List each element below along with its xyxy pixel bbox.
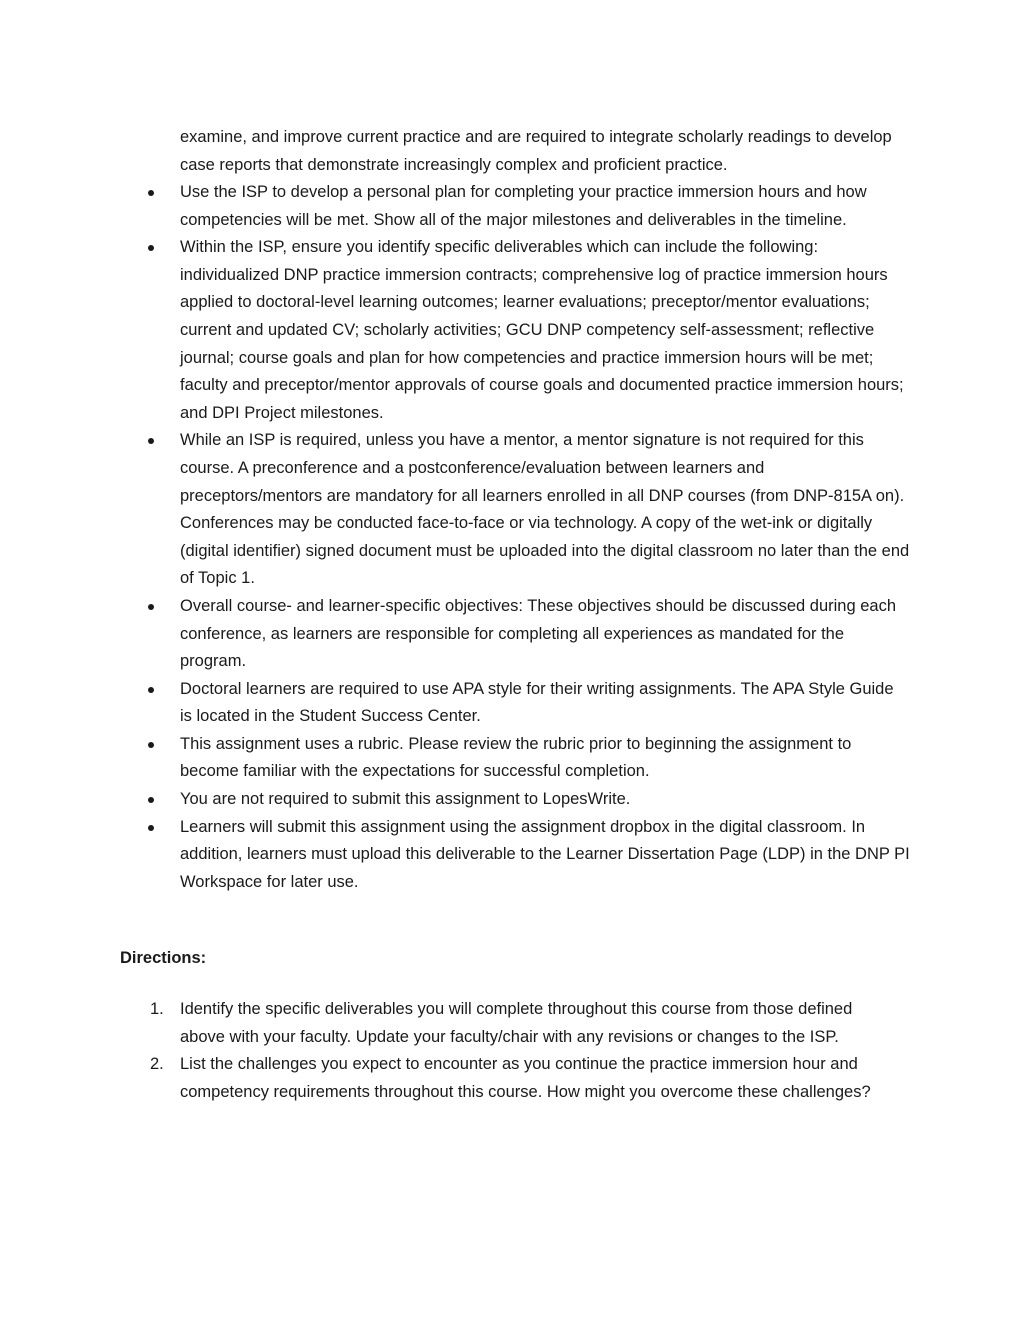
- bullet-icon: [148, 797, 154, 803]
- list-item-number: 2.: [150, 1055, 164, 1074]
- bullet-icon: [148, 742, 154, 748]
- requirements-bullet-list: [0, 179, 1024, 896]
- list-item-number: 1.: [150, 1000, 164, 1018]
- list-item-text: Within the ISP, ensure you identify specific deliverables which can include the following: individualized DNP practice immersion contracts; comprehensive log of practice immersion hours applied to doctoral-level learning outcomes; learner evaluations; preceptor/mentor evaluations; current and updated CV; scholarly activities; GCU DNP competency self-assessment; reflective journal; course goals and plan for how competencies and practice immersion hours will be met; faculty and preceptor/mentor approvals of course goals and documented practice immersion hours; and DPI Project milestones.: [180, 238, 904, 422]
- bullet-icon: [148, 245, 154, 251]
- list-item: [0, 731, 910, 786]
- list-item: [0, 1051, 890, 1106]
- list-item: [0, 814, 910, 897]
- list-item-text: Overall course- and learner-specific objectives: These objectives should be discussed during each conference, as learners are responsible for completing all experiences as mandated for the program.: [180, 596, 896, 671]
- list-item-text: Identify the specific deliverables you will complete throughout this course from those defined above with your faculty. Update your faculty/chair with any revisions or changes to the ISP.: [180, 1000, 853, 1046]
- list-item-text: Use the ISP to develop a personal plan for completing your practice immersion hours and how competencies will be met. Show all of the major milestones and deliverables in the timeline.: [180, 183, 867, 229]
- list-item: [0, 427, 910, 593]
- list-item: [0, 234, 910, 427]
- directions-numbered-list: [0, 996, 1024, 1106]
- bullet-icon: [148, 604, 154, 610]
- list-item-text: While an ISP is required, unless you have a mentor, a mentor signature is not required for this course. A preconference and a postconference/evaluation between learners and preceptors/mentors are mandatory for all learners enrolled in all DNP courses (from DNP-815A on). Conferences may be conducted face-to-face or via technology. A copy of the wet-ink or digitally (digital identifier) signed document must be uploaded into the digital classroom no later than the end of Topic 1.: [180, 431, 910, 588]
- list-item: [0, 179, 910, 234]
- list-item: [0, 786, 910, 814]
- continuation-paragraph: examine, and improve current practice and are required to integrate scholarly readings to develop case reports that demonstrate increasingly complex and proficient practice.: [180, 128, 892, 174]
- list-item: [0, 996, 890, 1051]
- list-item-text: Doctoral learners are required to use APA style for their writing assignments. The APA Style Guide is located in the Student Success Center.: [180, 679, 894, 726]
- list-item: [0, 676, 910, 731]
- list-item: [0, 593, 910, 676]
- list-item-text: List the challenges you expect to encounter as you continue the practice immersion hour and competency requirements throughout this course. How might you overcome these challenges?: [180, 1055, 871, 1101]
- bullet-icon: [148, 438, 154, 444]
- directions-heading: Directions:: [120, 949, 207, 967]
- bullet-icon: [148, 687, 154, 693]
- list-item-text: You are not required to submit this assignment to LopesWrite.: [180, 790, 631, 809]
- bullet-icon: [148, 825, 154, 831]
- bullet-icon: [148, 190, 154, 196]
- list-item-text: Learners will submit this assignment using the assignment dropbox in the digital classroom. In addition, learners must upload this deliverable to the Learner Dissertation Page (LDP) in the DNP PI Workspace for later use.: [180, 817, 910, 891]
- list-item-text: This assignment uses a rubric. Please review the rubric prior to beginning the assignment to become familiar with the expectations for successful completion.: [180, 734, 852, 781]
